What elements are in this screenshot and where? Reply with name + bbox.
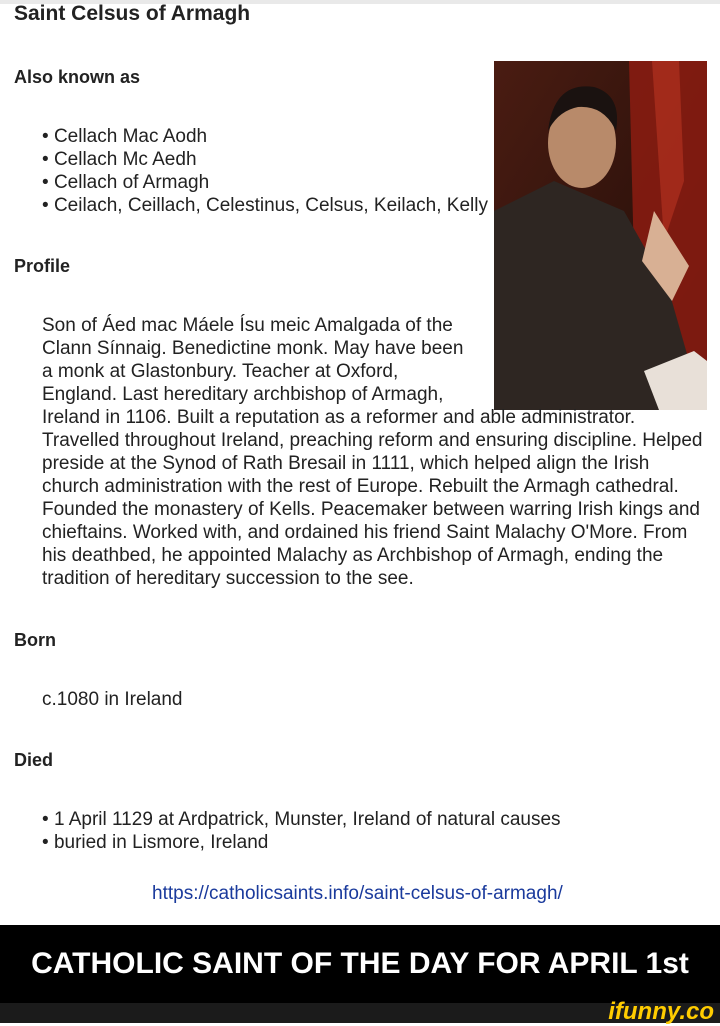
list-item: • Cellach of Armagh bbox=[42, 171, 488, 194]
list-item: • Cellach Mac Aodh bbox=[42, 125, 488, 148]
footer-bar bbox=[0, 998, 720, 1025]
died-heading: Died bbox=[14, 750, 54, 770]
profile-text: Son of Áed mac Máele Ísu meic Amalgada of the Clann Sínnaig. Benedictine monk. May have been a monk at Glastonbury. Teacher at Oxford, England. Last hereditary archbishop of Armagh, Ireland in 1106. Built a reputation as a reformer and able administrator. Travelled throughout Ireland, preaching reform and ensuring discipline. Helped preside at the Synod of Rath Bresail in 1111, which helped align the Irish church administration with the rest of Europe. Rebuilt the Armagh cathedral. Founded the monastery of Kells. Peacemaker between warring Irish kings and chieftains. Worked with, and ordained his friend Saint Malachy O'More. From his deathbed, he appointed Malachy as Archbishop of Armagh, ending the tradition of hereditary succession to the see. bbox=[42, 315, 703, 589]
saint-of-day-banner: CATHOLIC SAINT OF THE DAY FOR APRIL 1st bbox=[0, 925, 720, 1003]
profile-text-block bbox=[42, 314, 710, 590]
aka-list bbox=[42, 125, 488, 217]
born-heading: Born bbox=[14, 630, 56, 650]
list-item: • Ceilach, Ceillach, Celestinus, Celsus, Keilach, Kelly bbox=[42, 194, 488, 217]
page-title: Saint Celsus of Armagh bbox=[14, 2, 251, 25]
born-text: c.1080 in Ireland bbox=[42, 689, 183, 710]
aka-heading: Also known as bbox=[14, 67, 141, 87]
list-item: • 1 April 1129 at Ardpatrick, Munster, Ireland of natural causes bbox=[42, 808, 561, 831]
list-item: • buried in Lismore, Ireland bbox=[42, 831, 561, 854]
died-list bbox=[42, 808, 561, 854]
ifunny-logo[interactable]: ifunny.co bbox=[608, 998, 714, 1025]
list-item: • Cellach Mc Aedh bbox=[42, 148, 488, 171]
profile-heading: Profile bbox=[14, 256, 71, 276]
source-link[interactable]: https://catholicsaints.info/saint-celsus-of-armagh/ bbox=[152, 883, 563, 904]
image-wrap-spacer bbox=[476, 314, 710, 404]
